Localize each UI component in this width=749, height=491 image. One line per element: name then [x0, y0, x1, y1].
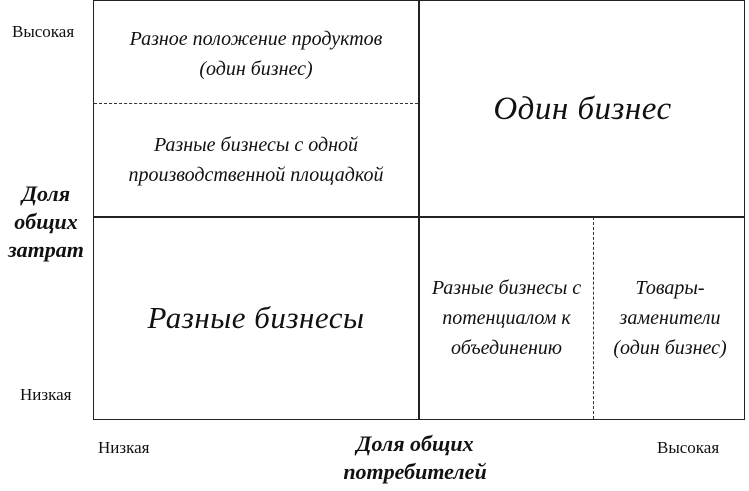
x-axis-title: [300, 430, 530, 486]
matrix-grid: [93, 0, 745, 420]
y-axis-title-line-3: затрат: [8, 237, 84, 262]
quadrant-top-right-text: Один бизнес: [493, 90, 672, 127]
quadrant-bottom-right-left-text: Разные бизнесы с потенциалом к объединению: [431, 277, 582, 359]
quadrant-bottom-right-right: [595, 217, 745, 419]
quadrant-bottom-left-text: Разные бизнесы: [147, 300, 365, 335]
y-axis-title-line-1: Доля: [21, 181, 71, 206]
x-axis-low-label: Низкая: [98, 438, 150, 457]
y-axis-title-line-2: общих: [14, 209, 78, 234]
quadrant-bottom-right-left: [420, 217, 593, 419]
x-axis-high-label: Высокая: [657, 438, 720, 457]
quadrant-top-left-upper: [94, 19, 418, 89]
top-left-dashed-divider: [94, 103, 418, 104]
x-axis-title-line-1: Доля общих: [356, 431, 474, 456]
y-axis-high-label: Высокая: [12, 22, 75, 41]
bottom-right-dashed-divider: [593, 217, 594, 419]
y-axis-low-label: Низкая: [20, 385, 72, 404]
quadrant-bottom-right-right-text: Товары-заменители (один бизнес): [613, 277, 727, 359]
quadrant-top-left-upper-text: Разное положение продуктов (один бизнес): [129, 28, 383, 80]
x-axis-title-line-2: потребителей: [343, 459, 487, 484]
y-axis-title: [2, 180, 90, 264]
quadrant-bottom-left: [94, 217, 418, 419]
quadrant-top-left-lower-text: Разные бизнесы с одной производственной площадкой: [128, 134, 384, 186]
quadrant-top-left-lower: [94, 125, 418, 195]
quadrant-top-right: [420, 1, 745, 216]
